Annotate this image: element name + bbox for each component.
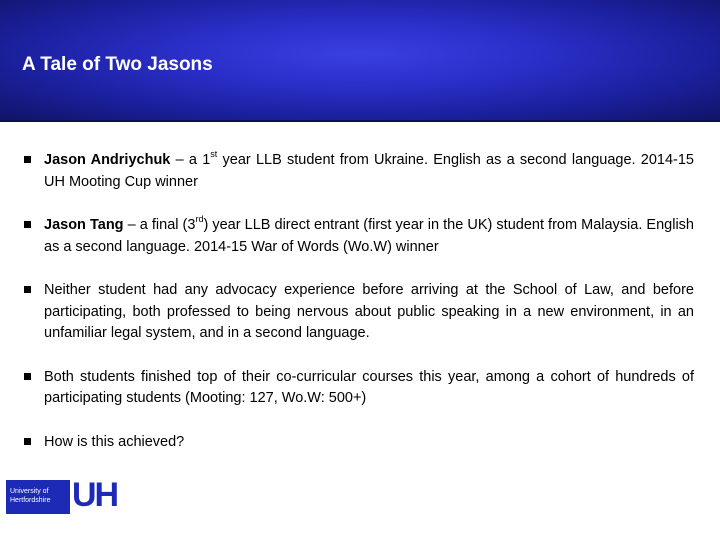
bullet-item xyxy=(22,215,694,258)
logo-mark: UH xyxy=(72,476,118,514)
bullet-text: ) year LLB direct entrant (first year in the UK) student from Malaysia. English as a second language. 2014-15 War of Words (Wo.W) winner xyxy=(44,217,694,255)
slide-title: A Tale of Two Jasons xyxy=(22,54,213,75)
bullet-text: – a final (3 xyxy=(123,217,196,233)
slide-header xyxy=(0,0,720,122)
logo-text xyxy=(10,488,50,505)
bullet-list xyxy=(22,150,694,475)
ordinal-suffix: rd xyxy=(195,214,204,225)
bullet-text: – a 1 xyxy=(170,152,211,168)
square-bullet-icon xyxy=(24,221,31,228)
bullet-item xyxy=(22,367,694,410)
square-bullet-icon xyxy=(24,438,31,445)
ordinal-suffix: st xyxy=(210,149,218,160)
student-name: Jason Andriychuk xyxy=(44,152,171,168)
university-logo xyxy=(6,476,130,514)
logo-box xyxy=(6,480,70,514)
bullet-item xyxy=(22,432,694,454)
bullet-item xyxy=(22,280,694,345)
bullet-text: How is this achieved? xyxy=(44,433,185,450)
logo-line-2: Hertfordshire xyxy=(10,496,51,504)
student-name: Jason Tang xyxy=(44,217,124,233)
bullet-text: year LLB student from Ukraine. English as a second language. 2014-15 UH Mooting Cup winner xyxy=(44,152,694,190)
logo-line-1: University of xyxy=(10,488,49,495)
bullet-text: Both students finished top of their co-curricular courses this year, among a cohort of hundreds of participating students (Mooting: 127, Wo.W: 500+) xyxy=(44,368,694,406)
bullet-text: Neither student had any advocacy experience before arriving at the School of Law, and before participating, both professed to being nervous about public speaking in a new environment, in an unfamiliar legal system, and in a second language. xyxy=(44,282,694,341)
square-bullet-icon xyxy=(24,286,31,293)
bullet-item xyxy=(22,150,694,193)
square-bullet-icon xyxy=(24,373,31,380)
square-bullet-icon xyxy=(24,156,31,163)
